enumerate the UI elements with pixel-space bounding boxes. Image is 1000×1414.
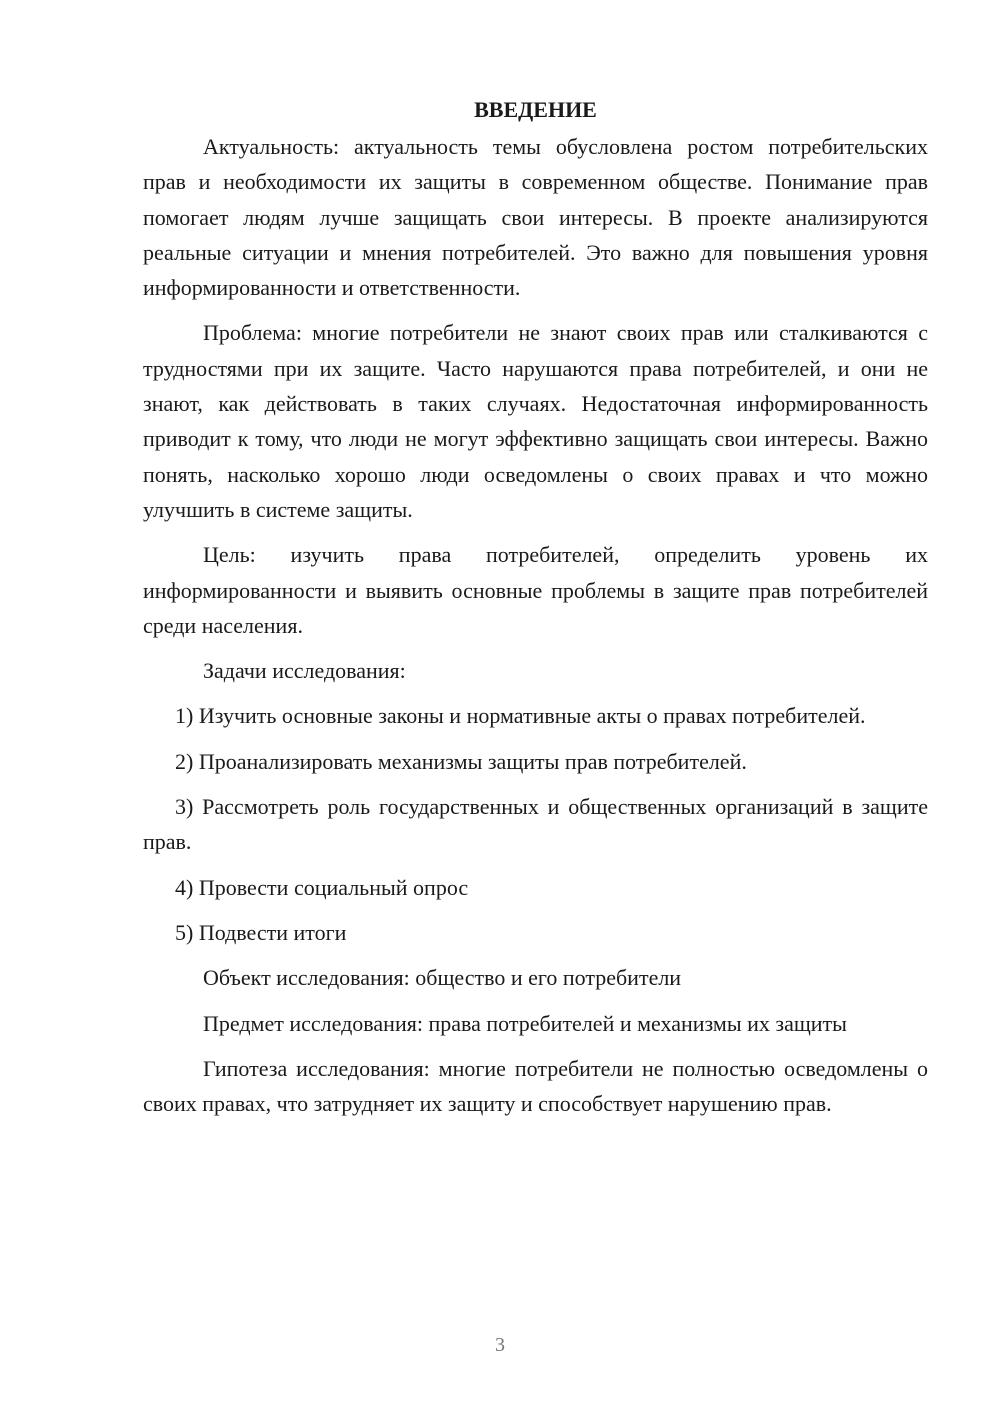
page-number: 3 <box>495 1334 505 1356</box>
task-item-5: 5) Подвести итоги <box>175 919 347 945</box>
task-item-1: 1) Изучить основные законы и нормативные акты о правах потребителей. <box>175 703 866 729</box>
goal-paragraph: Цель: изучить права потребителей, определить уровень их информированности и выявить основные проблемы в защите прав потребителей среди населения. <box>143 542 928 638</box>
problem-paragraph: Проблема: многие потребители не знают своих прав или сталкиваются с трудностями при их защите. Часто нарушаются права потребителей, и они не знают, как действовать в таких случаях. Недостаточная информированность приводит к тому, что люди не могут эффективно защищать свои интересы. Важно понять, насколько хорошо люди осведомлены о своих правах и что можно улучшить в системе защиты. <box>143 320 928 522</box>
section-title: ВВЕДЕНИЕ <box>474 97 597 122</box>
task-item-2: 2) Проанализировать механизмы защиты прав потребителей. <box>175 748 747 774</box>
task-item-3: 3) Рассмотреть роль государственных и общественных организаций в защите прав. <box>143 794 928 855</box>
hypothesis-paragraph: Гипотеза исследования: многие потребители не полностью осведомлены о своих правах, что затрудняет их защиту и способствует нарушению прав. <box>143 1055 928 1117</box>
task-item-4: 4) Провести социальный опрос <box>175 874 469 900</box>
tasks-heading: Задачи исследования: <box>203 658 406 684</box>
object-paragraph: Объект исследования: общество и его потребители <box>203 965 682 991</box>
subject-paragraph: Предмет исследования: права потребителей и механизмы их защиты <box>203 1010 847 1036</box>
relevance-paragraph: Актуальность: актуальность темы обусловлена ростом потребительских прав и необходимости их защиты в современном обществе. Понимание прав помогает людям лучше защищать свои интересы. В проекте анализируются реальные ситуации и мнения потребителей. Это важно для повышения уровня информированности и ответственности. <box>143 134 928 301</box>
document-page <box>143 92 928 1131</box>
